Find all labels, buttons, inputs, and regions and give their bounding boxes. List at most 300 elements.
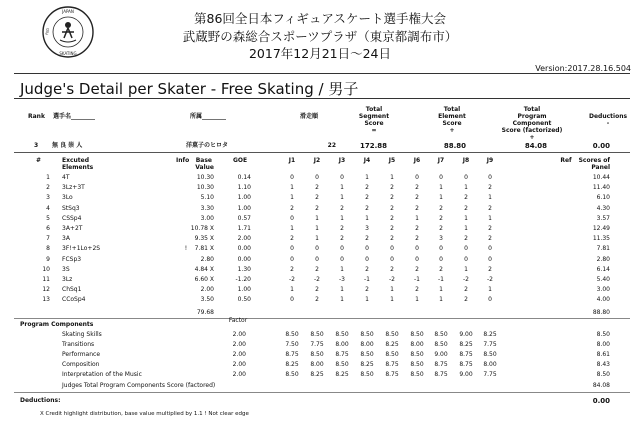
judge-score: 0 bbox=[439, 245, 443, 253]
judge-score: 0 bbox=[290, 245, 294, 253]
event-dates: 2017年12月21日～24日 bbox=[248, 46, 392, 61]
judge-score: 3 bbox=[439, 235, 443, 243]
judge-score: 1 bbox=[290, 286, 294, 294]
judge-component-score: 8.50 bbox=[360, 330, 374, 338]
judge-score: 2 bbox=[315, 265, 319, 273]
element-code: StSq3 bbox=[62, 204, 80, 212]
judge-score: 2 bbox=[365, 184, 369, 192]
judge-score: 2 bbox=[365, 204, 369, 212]
element-code: FCSp3 bbox=[62, 255, 82, 263]
judge-score: 0 bbox=[315, 245, 319, 253]
component-score: 8.43 bbox=[596, 361, 610, 369]
judge-score: 2 bbox=[415, 265, 419, 273]
judge-score: 1 bbox=[290, 184, 294, 192]
judge-score: 0 bbox=[390, 245, 394, 253]
element-number: 4 bbox=[46, 204, 50, 212]
judge-score: 2 bbox=[464, 286, 468, 294]
element-score: 5.40 bbox=[596, 276, 610, 283]
component-name: Performance bbox=[62, 351, 101, 358]
base-header: Base bbox=[195, 157, 212, 164]
element-score: 4.00 bbox=[596, 296, 610, 304]
element-score: 10.44 bbox=[592, 174, 610, 181]
judge-score: 0 bbox=[415, 245, 419, 253]
judge-score: 0 bbox=[415, 174, 419, 181]
component-score: 8.00 bbox=[596, 340, 610, 348]
element-code: 3Lz+3T bbox=[62, 184, 85, 192]
judge-score: 0 bbox=[365, 245, 369, 253]
judge-score: 2 bbox=[464, 194, 468, 202]
page-title: Judge's Detail per Skater - Free Skating / 男子 bbox=[20, 80, 359, 98]
judge-component-score: 8.75 bbox=[385, 371, 399, 379]
judge-score: 1 bbox=[315, 214, 319, 222]
element-code: CSSp4 bbox=[62, 214, 82, 222]
component-factor: 2.00 bbox=[232, 351, 246, 358]
judge-component-score: 9.00 bbox=[459, 330, 473, 338]
element-score: 6.10 bbox=[596, 194, 610, 202]
component-score: 8.61 bbox=[596, 351, 610, 358]
judge-score: 2 bbox=[415, 204, 419, 212]
pcs-header: Total bbox=[523, 106, 541, 113]
rank-header: Rank bbox=[28, 113, 45, 120]
judge-score: 1 bbox=[340, 194, 344, 202]
judge-score: 0 bbox=[415, 255, 419, 263]
component-factor: 2.00 bbox=[232, 340, 246, 348]
judge-score: 0 bbox=[488, 174, 492, 181]
judge-score: 0 bbox=[290, 255, 294, 263]
elements-header: Excuted bbox=[62, 157, 90, 164]
element-base-value: 10.78 X bbox=[190, 225, 214, 232]
skater-name: 無 良 崇 人 bbox=[52, 142, 83, 149]
element-number: 2 bbox=[46, 184, 50, 192]
judge-score: 2 bbox=[290, 235, 294, 243]
judge-component-score: 9.00 bbox=[434, 351, 448, 358]
element-goe: 0.57 bbox=[237, 214, 251, 222]
svg-text:JAPAN: JAPAN bbox=[62, 9, 74, 14]
judge-component-score: 8.25 bbox=[385, 340, 399, 348]
judge-component-score: 8.50 bbox=[434, 340, 448, 348]
order-header: 滑走順 bbox=[300, 113, 319, 120]
judge-score: 0 bbox=[488, 296, 492, 304]
element-number: 10 bbox=[42, 265, 50, 273]
judge-score: 0 bbox=[464, 174, 468, 181]
judge-score: 2 bbox=[340, 225, 344, 232]
element-base-value: 3.50 bbox=[200, 296, 214, 304]
element-code: 3S bbox=[62, 265, 70, 273]
judge-score: 2 bbox=[390, 265, 394, 273]
pcs-header: Program bbox=[517, 113, 547, 120]
elements-header: Elements bbox=[62, 164, 94, 171]
judge-component-score: 8.50 bbox=[410, 351, 424, 358]
judge-component-score: 8.25 bbox=[285, 361, 299, 369]
element-info: ! bbox=[184, 245, 188, 253]
element-goe: 1.10 bbox=[237, 184, 251, 192]
judge-score: 2 bbox=[365, 194, 369, 202]
component-name: Composition bbox=[62, 361, 100, 369]
judge-score: 2 bbox=[365, 235, 369, 243]
skater-pcs: 84.08 bbox=[524, 142, 547, 150]
judge-score: 2 bbox=[365, 265, 369, 273]
element-goe: 1.00 bbox=[237, 286, 251, 294]
judge-score: 0 bbox=[439, 255, 443, 263]
judge-score: 0 bbox=[365, 255, 369, 263]
svg-text:FED: FED bbox=[45, 27, 51, 36]
judge-score: 1 bbox=[340, 265, 344, 273]
judge-score: -2 bbox=[289, 276, 295, 283]
judge-component-score: 8.50 bbox=[410, 371, 424, 379]
judge-score: 2 bbox=[439, 225, 443, 232]
judge-component-score: 8.00 bbox=[410, 340, 424, 348]
element-score: 2.80 bbox=[596, 255, 610, 263]
judge-score: 1 bbox=[315, 225, 319, 232]
judge-component-score: 8.50 bbox=[360, 371, 374, 379]
judge-component-score: 7.50 bbox=[285, 340, 299, 348]
component-name: Interpretation of the Music bbox=[62, 371, 142, 379]
element-base-value: 6.60 X bbox=[194, 276, 214, 283]
judge-score: -2 bbox=[463, 276, 469, 283]
judge-score: 2 bbox=[290, 265, 294, 273]
judge-score: 1 bbox=[464, 214, 468, 222]
judge-score: 2 bbox=[488, 184, 492, 192]
judge-score: 2 bbox=[315, 184, 319, 192]
score-header: Panel bbox=[591, 164, 610, 171]
element-code: CCoSp4 bbox=[62, 296, 86, 304]
judge-header: J9 bbox=[486, 157, 494, 164]
element-number: 13 bbox=[42, 296, 50, 304]
judge-score: 2 bbox=[340, 235, 344, 243]
judge-component-score: 8.50 bbox=[285, 371, 299, 379]
name-header: 選手名________ bbox=[53, 113, 96, 120]
element-code: 4T bbox=[62, 174, 70, 181]
judge-score: 2 bbox=[315, 286, 319, 294]
judge-score: 2 bbox=[390, 194, 394, 202]
judge-component-score: 8.50 bbox=[385, 351, 399, 358]
element-goe: 0.50 bbox=[237, 296, 251, 304]
tss-header: = bbox=[371, 127, 377, 134]
base-value-total: 79.68 bbox=[196, 308, 214, 316]
judge-score: 2 bbox=[488, 265, 492, 273]
footnote: X Credit highlight distribution, base value multiplied by 1.1 ! Not clear edge bbox=[40, 410, 249, 417]
element-score: 4.30 bbox=[596, 204, 610, 212]
judge-score: 1 bbox=[365, 214, 369, 222]
judge-component-score: 8.75 bbox=[434, 371, 448, 379]
judge-score: 1 bbox=[464, 225, 468, 232]
element-goe: 2.00 bbox=[237, 235, 251, 243]
judge-component-score: 8.00 bbox=[335, 340, 349, 348]
judge-score: 0 bbox=[340, 255, 344, 263]
component-factor: 2.00 bbox=[232, 361, 246, 369]
tes-header: Element bbox=[438, 113, 466, 120]
judge-score: 2 bbox=[464, 235, 468, 243]
element-score: 11.40 bbox=[592, 184, 610, 192]
judge-score: 2 bbox=[315, 296, 319, 304]
tes-header: + bbox=[449, 127, 455, 134]
judge-score: 2 bbox=[464, 296, 468, 304]
judge-score: 1 bbox=[340, 286, 344, 294]
component-score: 8.50 bbox=[596, 371, 610, 379]
info-header: Info bbox=[176, 157, 190, 164]
judge-score: 0 bbox=[340, 174, 344, 181]
judge-component-score: 8.50 bbox=[483, 351, 497, 358]
club-header: 所属________ bbox=[190, 113, 227, 120]
judge-component-score: 8.75 bbox=[459, 361, 473, 369]
judge-header: J1 bbox=[288, 157, 296, 164]
deductions-header: Deductions bbox=[588, 113, 628, 120]
judge-score: 0 bbox=[290, 296, 294, 304]
judge-score: 2 bbox=[390, 204, 394, 212]
judge-score: 1 bbox=[439, 184, 443, 192]
judge-component-score: 8.75 bbox=[335, 351, 349, 358]
judge-score: 1 bbox=[315, 235, 319, 243]
event-venue: 武蔵野の森総合スポーツプラザ（東京都調布市） bbox=[182, 29, 458, 44]
score-header: Scores of bbox=[578, 157, 610, 164]
judge-score: 1 bbox=[390, 174, 394, 181]
judge-score: 1 bbox=[439, 286, 443, 294]
skater-club: 洋菓子のヒロタ bbox=[186, 142, 229, 149]
skater-tes: 88.80 bbox=[443, 142, 466, 150]
judge-score: 0 bbox=[488, 255, 492, 263]
judge-score: 2 bbox=[439, 265, 443, 273]
element-code: 3Lo bbox=[62, 194, 73, 202]
judge-score: 2 bbox=[340, 204, 344, 212]
pc-total-score: 84.08 bbox=[592, 381, 610, 389]
skater-order: 22 bbox=[327, 142, 336, 149]
element-base-value: 10.30 bbox=[196, 184, 214, 192]
element-number: 12 bbox=[42, 286, 50, 294]
skater-rank: 3 bbox=[34, 142, 39, 149]
judge-score: 1 bbox=[488, 214, 492, 222]
element-code: 3A+2T bbox=[62, 225, 83, 232]
element-score: 7.81 bbox=[596, 245, 610, 253]
judge-score: 1 bbox=[390, 286, 394, 294]
tss-header: Total bbox=[365, 106, 383, 113]
judge-score: 2 bbox=[390, 225, 394, 232]
element-goe: 0.14 bbox=[237, 174, 251, 181]
judge-score: 1 bbox=[290, 194, 294, 202]
judge-component-score: 8.50 bbox=[360, 351, 374, 358]
pcs-header: + bbox=[529, 134, 535, 141]
judge-score: 1 bbox=[415, 214, 419, 222]
element-score: 12.49 bbox=[592, 225, 610, 232]
judge-score: 0 bbox=[315, 174, 319, 181]
judge-component-score: 8.50 bbox=[310, 351, 324, 358]
judge-component-score: 7.75 bbox=[310, 340, 324, 348]
judge-component-score: 7.75 bbox=[483, 371, 497, 379]
element-number: 11 bbox=[42, 276, 50, 283]
judge-score: 2 bbox=[315, 204, 319, 212]
judge-header: J6 bbox=[413, 157, 421, 164]
element-number: 7 bbox=[46, 235, 50, 243]
tes-header: Total bbox=[443, 106, 461, 113]
judge-score: 1 bbox=[439, 296, 443, 304]
element-base-value: 2.80 bbox=[200, 255, 214, 263]
element-code: 3A bbox=[62, 235, 70, 243]
judge-component-score: 8.00 bbox=[360, 340, 374, 348]
element-goe: 0.00 bbox=[237, 255, 251, 263]
element-base-value: 3.00 bbox=[200, 214, 214, 222]
element-base-value: 5.10 bbox=[200, 194, 214, 202]
judge-score: 1 bbox=[464, 184, 468, 192]
component-name: Skating Skills bbox=[62, 330, 102, 338]
element-goe: -1.20 bbox=[235, 276, 251, 283]
judge-score: 0 bbox=[315, 255, 319, 263]
judge-score: 2 bbox=[464, 204, 468, 212]
judge-score: 0 bbox=[488, 245, 492, 253]
judge-score: 2 bbox=[415, 184, 419, 192]
judge-score: 1 bbox=[488, 286, 492, 294]
judge-score: -1 bbox=[414, 276, 420, 283]
judge-component-score: 7.75 bbox=[483, 340, 497, 348]
judge-score: -2 bbox=[487, 276, 493, 283]
element-goe: 0.00 bbox=[237, 245, 251, 253]
judge-score: 1 bbox=[439, 194, 443, 202]
judge-score: 1 bbox=[488, 194, 492, 202]
tss-header: Score bbox=[364, 120, 384, 127]
judge-header: J8 bbox=[462, 157, 470, 164]
element-code: 3F!+1Lo+2S bbox=[62, 245, 101, 253]
element-score: 6.14 bbox=[596, 265, 610, 273]
judge-component-score: 8.25 bbox=[360, 361, 374, 369]
element-goe: 1.30 bbox=[237, 265, 251, 273]
judge-score: 2 bbox=[390, 235, 394, 243]
judge-score: 2 bbox=[290, 204, 294, 212]
element-base-value: 10.30 bbox=[196, 174, 214, 181]
element-goe: 1.00 bbox=[237, 194, 251, 202]
factor-header: Factor bbox=[228, 316, 248, 324]
element-score: 11.35 bbox=[592, 235, 610, 243]
component-factor: 2.00 bbox=[232, 330, 246, 338]
tss-header: Segment bbox=[358, 113, 390, 120]
svg-text:SKATING: SKATING bbox=[59, 51, 77, 56]
judge-component-score: 8.25 bbox=[335, 371, 349, 379]
judge-component-score: 8.00 bbox=[483, 361, 497, 369]
judge-score: 2 bbox=[390, 184, 394, 192]
component-factor: 2.00 bbox=[232, 371, 246, 379]
judge-component-score: 8.50 bbox=[285, 330, 299, 338]
judge-component-score: 8.50 bbox=[335, 361, 349, 369]
judge-score: 2 bbox=[365, 286, 369, 294]
component-name: Transitions bbox=[62, 340, 95, 348]
judge-score: 2 bbox=[415, 194, 419, 202]
judge-score: 1 bbox=[464, 265, 468, 273]
event-title: 第86回全日本フィギュアスケート選手権大会 bbox=[194, 11, 446, 26]
judge-score: 2 bbox=[415, 225, 419, 232]
judge-component-score: 8.25 bbox=[310, 371, 324, 379]
element-base-value: 4.84 X bbox=[194, 265, 214, 273]
goe-header: GOE bbox=[232, 157, 248, 164]
judge-score: 1 bbox=[340, 214, 344, 222]
judge-score: 0 bbox=[439, 174, 443, 181]
judge-score: 2 bbox=[415, 286, 419, 294]
judge-score: 2 bbox=[415, 235, 419, 243]
judge-score: 1 bbox=[340, 296, 344, 304]
tes-header: Score bbox=[442, 120, 462, 127]
judge-score: 2 bbox=[439, 204, 443, 212]
judge-score: -1 bbox=[364, 276, 370, 283]
element-number: 6 bbox=[46, 225, 50, 232]
element-number: 1 bbox=[46, 174, 50, 181]
element-goe: 1.71 bbox=[237, 225, 251, 232]
judge-component-score: 8.75 bbox=[459, 351, 473, 358]
version-label: Version:2017.28.16.504 bbox=[535, 64, 631, 73]
element-score: 3.57 bbox=[596, 214, 610, 222]
judge-score: 1 bbox=[340, 184, 344, 192]
pc-header: Program Components bbox=[20, 320, 94, 328]
judge-header: J2 bbox=[313, 157, 321, 164]
element-goe: 1.00 bbox=[237, 204, 251, 212]
judge-score: 2 bbox=[390, 214, 394, 222]
base-header: Value bbox=[195, 164, 214, 171]
judge-score: 2 bbox=[488, 204, 492, 212]
element-base-value: 3.30 bbox=[200, 204, 214, 212]
judge-score: 0 bbox=[464, 245, 468, 253]
judge-score: 2 bbox=[439, 214, 443, 222]
judge-component-score: 8.50 bbox=[385, 330, 399, 338]
judge-component-score: 8.75 bbox=[385, 361, 399, 369]
judge-score: 3 bbox=[365, 225, 369, 232]
judge-score: -1 bbox=[438, 276, 444, 283]
judge-score: 1 bbox=[365, 296, 369, 304]
judge-score: 0 bbox=[290, 214, 294, 222]
skater-deductions: 0.00 bbox=[592, 142, 610, 150]
num-header: # bbox=[36, 157, 42, 164]
element-base-value: 9.35 X bbox=[194, 235, 214, 243]
judge-score: 0 bbox=[290, 174, 294, 181]
judge-header: J4 bbox=[363, 157, 371, 164]
element-code: 3Lz bbox=[62, 276, 73, 283]
judge-score: -2 bbox=[389, 276, 395, 283]
judge-score: 0 bbox=[464, 255, 468, 263]
element-base-value: 7.81 X bbox=[194, 245, 214, 253]
skater-tss: 172.88 bbox=[359, 142, 387, 150]
judge-component-score: 8.50 bbox=[310, 330, 324, 338]
deductions-header: - bbox=[606, 120, 610, 127]
judge-score: -2 bbox=[314, 276, 320, 283]
judge-score: 1 bbox=[415, 296, 419, 304]
element-number: 5 bbox=[46, 214, 50, 222]
pcs-header: Score (factorized) bbox=[501, 127, 563, 134]
judge-score: 0 bbox=[340, 245, 344, 253]
judge-score: 2 bbox=[488, 225, 492, 232]
deductions-label: Deductions: bbox=[20, 396, 61, 404]
judge-component-score: 8.75 bbox=[434, 361, 448, 369]
deductions-score: 0.00 bbox=[592, 396, 610, 405]
element-code: ChSq1 bbox=[62, 286, 82, 294]
judge-score: 1 bbox=[365, 174, 369, 181]
judge-score: 2 bbox=[315, 194, 319, 202]
component-score: 8.50 bbox=[596, 330, 610, 338]
judge-component-score: 8.75 bbox=[285, 351, 299, 358]
element-base-value: 2.00 bbox=[200, 286, 214, 294]
pcs-header: Component bbox=[512, 120, 552, 127]
judge-score: 0 bbox=[390, 255, 394, 263]
judge-score: 2 bbox=[488, 235, 492, 243]
judge-header: J3 bbox=[338, 157, 346, 164]
judge-component-score: 8.25 bbox=[483, 330, 497, 338]
element-number: 9 bbox=[46, 255, 50, 263]
judge-component-score: 8.50 bbox=[434, 330, 448, 338]
judge-component-score: 8.25 bbox=[459, 340, 473, 348]
judge-component-score: 8.50 bbox=[335, 330, 349, 338]
elements-score-total: 88.80 bbox=[592, 308, 610, 316]
judge-component-score: 8.00 bbox=[310, 361, 324, 369]
judge-component-score: 9.00 bbox=[459, 371, 473, 379]
element-number: 3 bbox=[46, 194, 50, 202]
judge-score: 1 bbox=[290, 225, 294, 232]
pc-total-label: Judges Total Program Components Score (factored) bbox=[62, 381, 216, 389]
judge-header: J7 bbox=[437, 157, 445, 164]
judge-component-score: 8.50 bbox=[410, 361, 424, 369]
judge-component-score: 8.50 bbox=[410, 330, 424, 338]
